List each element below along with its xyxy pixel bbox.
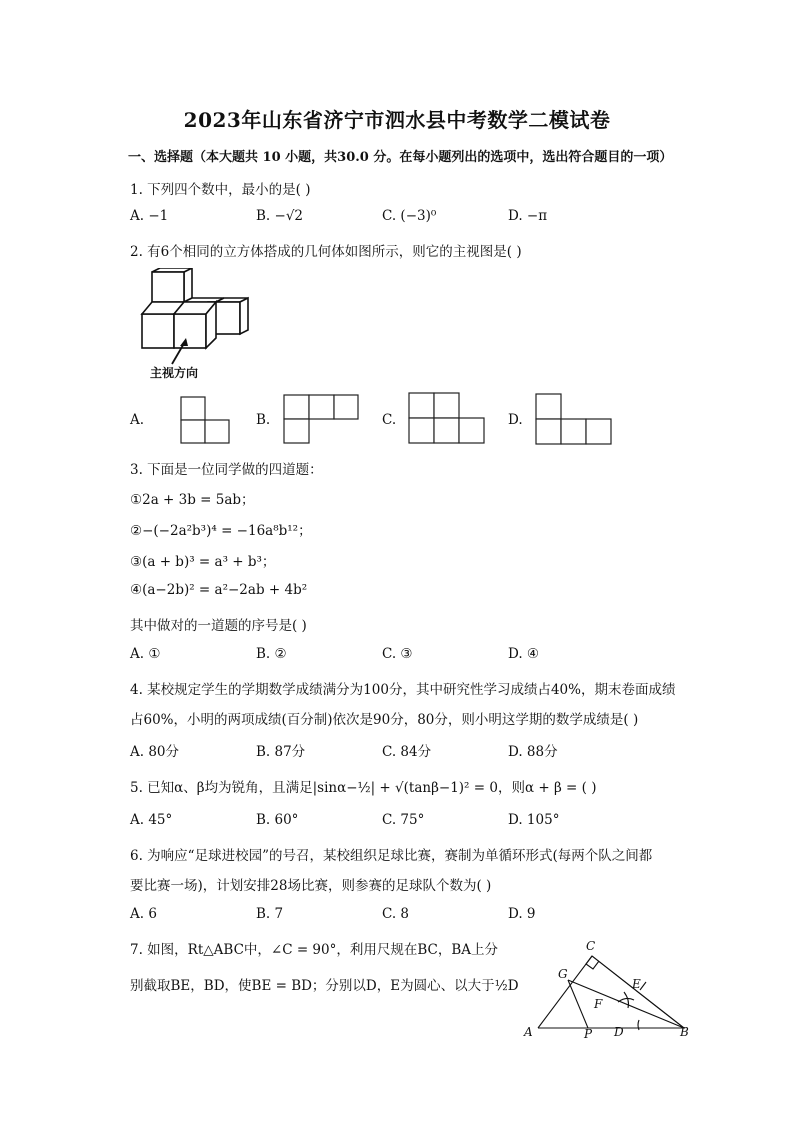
question-1-option-d[interactable]: D. −π (508, 208, 548, 224)
question-2-option-b[interactable]: B. (256, 412, 271, 428)
question-3-option-b[interactable]: B. ② (256, 646, 287, 662)
question-3-option-c[interactable]: C. ③ (382, 646, 413, 662)
question-3-stem: 3. 下面是一位同学做的四道题： (130, 462, 323, 478)
question-7-stem-line-1: 7. 如图，Rt△ABC中，∠C = 90°，利用尺规在BC，BA上分 (130, 942, 499, 958)
question-5-option-b[interactable]: B. 60° (256, 812, 299, 828)
question-3-item-2: ②−(−2a²b³)⁴ = −16a⁸b¹²； (130, 523, 312, 539)
triangle-figure (522, 936, 694, 1042)
figure-caption: 主视方向 (150, 366, 199, 380)
question-4-option-d[interactable]: D. 88分 (508, 744, 558, 760)
arc-d (638, 1020, 639, 1030)
question-6-option-c[interactable]: C. 8 (382, 906, 410, 922)
side-cb (592, 956, 684, 1028)
question-1-stem: 1. 下列四个数中，最小的是( ) (130, 182, 311, 198)
cube-front-left (142, 314, 174, 348)
page-title: 2023年山东省济宁市泗水县中考数学二模试卷 (183, 108, 611, 132)
question-2-option-d[interactable]: D. (508, 412, 523, 428)
question-6-option-a[interactable]: A. 6 (130, 906, 157, 922)
question-3-option-a[interactable]: A. ① (130, 646, 161, 662)
question-2-stem: 2. 有6个相同的立方体搭成的几何体如图所示，则它的主视图是( ) (130, 244, 522, 260)
section-heading: 一、选择题（本大题共 10 小题，共30.0 分。在每小题列出的选项中，选出符合题目的一项） (128, 150, 673, 165)
question-5-stem: 5. 已知α、β均为锐角，且满足|sinα−½| + √(tanβ−1)² = 0，则α + β = ( ) (130, 780, 597, 796)
option-d-view[interactable] (535, 393, 613, 445)
label-f: F (594, 997, 603, 1011)
label-b: B (680, 1025, 689, 1039)
question-3-item-3: ③(a + b)³ = a³ + b³； (130, 554, 276, 570)
label-a: A (524, 1025, 533, 1039)
label-c: C (586, 939, 596, 953)
question-4-stem-line-2: 占60%，小明的两项成绩(百分制)依次是90分，80分，则小明这学期的数学成绩是( ) (130, 712, 639, 728)
question-2-option-a[interactable]: A. (130, 412, 145, 428)
question-6-stem-line-2: 要比赛一场)，计划安排28场比赛，则参赛的足球队个数为( ) (130, 878, 492, 894)
question-7-stem-line-2: 别截取BE，BD，使BE = BD；分别以D，E为圆心、以大于½D (130, 978, 519, 994)
question-4-option-a[interactable]: A. 80分 (130, 744, 180, 760)
option-c-view[interactable] (408, 392, 486, 444)
option-b-view[interactable] (283, 394, 359, 444)
question-4-option-b[interactable]: B. 87分 (256, 744, 306, 760)
question-5-option-c[interactable]: C. 75° (382, 812, 425, 828)
question-5-option-d[interactable]: D. 105° (508, 812, 560, 828)
question-1-option-c[interactable]: C. (−3)⁰ (382, 208, 437, 224)
question-6-stem-line-1: 6. 为响应“足球进校园”的号召，某校组织足球比赛，赛制为单循环形式(每两个队之间都 (130, 848, 653, 864)
option-a-view[interactable] (180, 396, 230, 444)
cube-front-mid (174, 314, 206, 348)
cube-right-side (240, 298, 248, 334)
label-p: P (584, 1027, 593, 1041)
question-4-option-c[interactable]: C. 84分 (382, 744, 432, 760)
question-3-item-4: ④(a−2b)² = a²−2ab + 4b² (130, 582, 308, 598)
question-4-stem-line-1: 4. 某校规定学生的学期数学成绩满分为100分，其中研究性学习成绩占40%，期末卷面成绩 (130, 682, 676, 698)
question-1-option-a[interactable]: A. −1 (130, 208, 169, 224)
question-5-option-a[interactable]: A. 45° (130, 812, 173, 828)
question-6-option-d[interactable]: D. 9 (508, 906, 536, 922)
question-3-item-1: ①2a + 3b = 5ab； (130, 492, 255, 508)
label-d: D (614, 1025, 624, 1039)
question-1-option-b[interactable]: B. −√2 (256, 208, 304, 224)
cube-top-side (184, 268, 192, 302)
arc-f-2 (624, 992, 629, 1008)
cube-top-front (152, 272, 184, 302)
question-3-option-d[interactable]: D. ④ (508, 646, 540, 662)
arc-e (640, 982, 646, 990)
question-6-option-b[interactable]: B. 7 (256, 906, 284, 922)
right-angle-mark (586, 956, 599, 969)
label-e: E (632, 977, 641, 991)
question-2-option-c[interactable]: C. (382, 412, 397, 428)
label-g: G (558, 967, 568, 981)
question-3-question: 其中做对的一道题的序号是( ) (130, 618, 307, 634)
